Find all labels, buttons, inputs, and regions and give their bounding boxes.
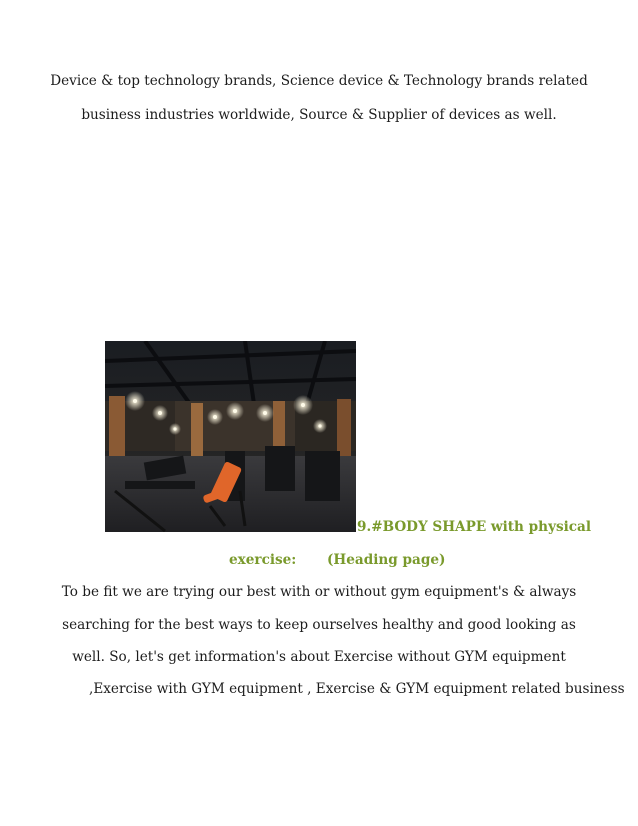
gym-photo <box>105 341 356 532</box>
heading-line-1: 9.#BODY SHAPE with physical <box>357 519 592 535</box>
heading-line-2-left: exercise: <box>229 552 297 568</box>
intro-line-1: Device & top technology brands, Science device & Technology brands related <box>50 73 588 89</box>
heading-line-2-right: (Heading page) <box>327 552 446 568</box>
intro-line-2: business industries worldwide, Source & Supplier of devices as well. <box>81 107 557 123</box>
body-line-1: To be fit we are trying our best with or without gym equipment's & always <box>61 584 577 600</box>
body-line-3: well. So, let's get information's about Exercise without GYM equipment <box>72 649 566 665</box>
body-line-2: searching for the best ways to keep ourselves healthy and good looking as <box>62 617 576 633</box>
body-line-4: ,Exercise with GYM equipment , Exercise & GYM equipment related business <box>89 681 625 697</box>
